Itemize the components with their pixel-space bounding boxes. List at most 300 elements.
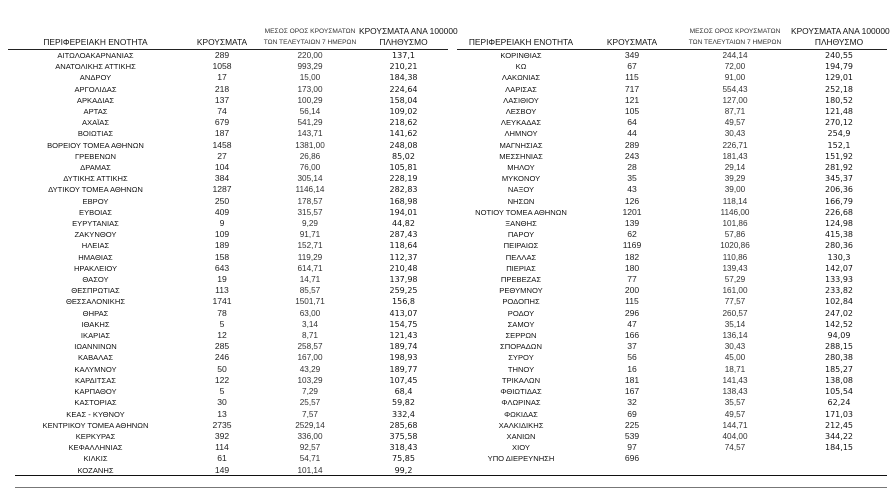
region-cell: ΠΕΙΡΑΙΩΣ	[503, 241, 539, 251]
per100k-cell: 44,82	[392, 219, 415, 229]
cases-cell: 67	[627, 61, 637, 72]
table-row	[8, 72, 448, 83]
avg7-cell: 74,57	[724, 443, 746, 453]
table-row	[457, 162, 887, 173]
avg7-cell: 39,29	[724, 174, 746, 184]
region-cell: ΔΥΤΙΚΗΣ ΑΤΤΙΚΗΣ	[63, 174, 128, 184]
region-cell: ΑΝΑΤΟΛΙΚΗΣ ΑΤΤΙΚΗΣ	[55, 62, 136, 72]
per100k-cell: 189,77	[389, 364, 418, 374]
cases-cell: 289	[214, 50, 230, 60]
cases-cell: 28	[627, 162, 637, 173]
per100k-cell: 259,25	[389, 286, 418, 296]
per100k-cell: 247,02	[825, 308, 853, 318]
region-cell: ΚΑΡΔΙΤΣΑΣ	[75, 375, 116, 385]
per100k-cell: 142,07	[825, 263, 853, 273]
region-cell: ΘΗΡΑΣ	[82, 308, 109, 318]
table-row	[8, 140, 448, 151]
cases-cell: 35	[627, 173, 637, 184]
cases-cell: 69	[627, 408, 637, 419]
region-cell: ΝΗΣΩΝ	[507, 196, 535, 206]
cases-cell: 180	[624, 262, 640, 273]
avg7-cell: 139,43	[722, 263, 748, 273]
table-row	[8, 442, 448, 453]
cases-cell: 1201	[622, 206, 642, 217]
avg7-cell: 49,57	[724, 409, 746, 419]
cases-table-left	[8, 26, 458, 476]
table-row	[8, 218, 448, 229]
table-row	[8, 341, 448, 352]
region-cell: ΗΛΕΙΑΣ	[81, 241, 110, 251]
cases-cell: 30	[217, 397, 227, 408]
region-cell: ΝΟΤΙΟΥ ΤΟΜΕΑ ΑΘΗΝΩΝ	[475, 207, 567, 217]
avg7-cell: 173,00	[297, 84, 323, 94]
region-cell: ΒΟΡΕΙΟΥ ΤΟΜΕΑ ΑΘΗΝΩΝ	[47, 140, 144, 150]
avg7-cell: 554,43	[722, 84, 748, 94]
header-cases: ΚΡΟΥΣΜΑΤΑ	[183, 26, 261, 50]
header-region: ΠΕΡΙΦΕΡΕΙΑΚΗ ΕΝΟΤΗΤΑ	[457, 26, 585, 50]
table-row	[457, 431, 887, 442]
region-cell: ΣΥΡΟΥ	[508, 353, 534, 363]
region-cell: ΚΑΡΠΑΘΟΥ	[74, 387, 117, 397]
table-row	[457, 341, 887, 352]
per100k-cell: 118,64	[389, 241, 418, 251]
per100k-cell: 102,84	[825, 297, 853, 307]
avg7-cell: 141,43	[722, 375, 748, 385]
region-cell: ΡΕΘΥΜΝΟΥ	[499, 286, 543, 296]
per100k-cell: 254,9	[827, 129, 851, 139]
avg7-cell: 541,29	[297, 118, 323, 128]
per100k-cell: 85,02	[392, 151, 415, 161]
avg7-cell: 91,71	[299, 230, 321, 240]
table-row	[8, 420, 448, 431]
avg7-cell: 43,29	[299, 364, 321, 374]
avg7-cell: 244,14	[722, 51, 748, 60]
avg7-cell: 87,71	[724, 107, 746, 117]
region-cell: ΗΜΑΘΙΑΣ	[78, 252, 113, 262]
per100k-cell: 158,04	[389, 95, 418, 105]
cases-cell: 1058	[212, 61, 232, 72]
per100k-cell: 59,82	[392, 398, 415, 408]
region-cell: ΚΙΛΚΙΣ	[83, 454, 108, 464]
region-cell: ΛΑΚΩΝΙΑΣ	[501, 73, 541, 83]
table-row	[457, 184, 887, 195]
table-body-left	[8, 50, 448, 476]
table-row	[457, 453, 887, 464]
region-cell: ΚΕΦΑΛΛΗΝΙΑΣ	[68, 443, 123, 453]
region-cell: ΑΧΑΪΑΣ	[81, 118, 110, 128]
cases-cell: 296	[624, 307, 640, 318]
per100k-cell: 318,43	[389, 443, 418, 453]
avg7-cell: 2529,14	[295, 420, 325, 430]
table-row	[8, 207, 448, 218]
per100k-cell: 105,54	[825, 387, 853, 397]
avg7-cell: 18,71	[724, 364, 746, 374]
per100k-cell: 240,55	[825, 51, 853, 60]
region-cell: ΘΕΣΠΡΩΤΙΑΣ	[71, 286, 120, 296]
cases-cell: 1741	[212, 296, 232, 307]
table-row	[8, 84, 448, 95]
per100k-cell: 248,08	[389, 140, 418, 150]
cases-cell: 5	[219, 318, 225, 329]
avg7-cell: 39,00	[724, 185, 746, 195]
region-cell: ΣΑΜΟΥ	[507, 319, 535, 329]
region-cell: ΑΙΤΩΛΟΑΚΑΡΝΑΝΙΑΣ	[57, 51, 134, 60]
per100k-cell: 252,18	[825, 84, 853, 94]
avg7-cell: 101,14	[297, 465, 323, 475]
cases-cell: 17	[217, 72, 227, 83]
cases-cell: 121	[624, 94, 640, 105]
region-cell: ΚΩ	[515, 62, 527, 72]
avg7-cell: 77,57	[724, 297, 746, 307]
cases-cell: 679	[214, 117, 230, 128]
table-row	[8, 274, 448, 285]
cases-cell: 104	[214, 162, 230, 173]
per100k-cell: 226,68	[825, 207, 853, 217]
per100k-cell: 332,4	[392, 409, 415, 419]
avg7-cell: 26,86	[299, 151, 321, 161]
cases-cell: 122	[214, 374, 230, 385]
header-region: ΠΕΡΙΦΕΡΕΙΑΚΗ ΕΝΟΤΗΤΑ	[8, 26, 183, 50]
table-row	[8, 352, 448, 363]
per100k-cell: 185,27	[825, 364, 853, 374]
cases-cell: 189	[214, 240, 230, 251]
per100k-cell: 189,74	[389, 342, 418, 352]
cases-cell: 384	[214, 173, 230, 184]
per100k-cell: 109,02	[389, 107, 418, 117]
region-cell: ΑΡΚΑΔΙΑΣ	[76, 95, 115, 105]
cases-cell: 114	[215, 442, 229, 453]
table-row	[457, 330, 887, 341]
region-cell: ΕΥΒΟΙΑΣ	[79, 207, 112, 217]
avg7-cell: 35,14	[724, 319, 746, 329]
avg7-cell: 1381,00	[295, 140, 325, 150]
avg7-cell	[679, 453, 791, 464]
cases-cell: 696	[624, 453, 640, 464]
cases-cell: 250	[214, 195, 230, 206]
per100k-cell: 112,37	[389, 252, 418, 262]
table-row	[457, 386, 887, 397]
cases-cell: 289	[624, 139, 640, 150]
table-row	[8, 330, 448, 341]
table-row	[457, 61, 887, 72]
avg7-cell: 35,57	[724, 398, 746, 408]
avg7-cell: 72,00	[724, 62, 746, 72]
region-cell: ΧΑΝΙΩΝ	[506, 431, 536, 441]
table-row	[8, 375, 448, 386]
per100k-cell: 180,52	[825, 95, 853, 105]
region-cell: ΡΟΔΟΠΗΣ	[502, 297, 540, 307]
avg7-cell: 103,29	[297, 375, 323, 385]
table-row	[457, 375, 887, 386]
header-avg7: ΜΕΣΟΣ ΟΡΟΣ ΚΡΟΥΣΜΑΤΩΝ ΤΩΝ ΤΕΛΕΥΤΑΙΩΝ 7 ΗΜΕΡΩΝ	[679, 26, 791, 50]
region-cell: ΛΕΥΚΑΔΑΣ	[500, 118, 542, 128]
region-cell: ΧΑΛΚΙΔΙΚΗΣ	[498, 420, 544, 430]
cases-cell: 109	[214, 229, 230, 240]
region-cell: ΠΕΛΛΑΣ	[505, 252, 537, 262]
cases-cell: 47	[627, 318, 637, 329]
per100k-cell: 345,37	[825, 174, 853, 184]
per100k-cell: 124,98	[825, 219, 853, 229]
per100k-cell: 121,48	[825, 107, 853, 117]
avg7-cell: 25,57	[299, 398, 321, 408]
table-row	[8, 106, 448, 117]
avg7-cell: 614,71	[297, 263, 323, 273]
region-cell: ΦΛΩΡΙΝΑΣ	[501, 398, 541, 408]
table-row	[457, 240, 887, 251]
avg7-cell: 1146,00	[720, 207, 750, 217]
cases-cell: 77	[627, 274, 637, 285]
table-row	[457, 128, 887, 139]
avg7-cell: 7,29	[302, 387, 318, 397]
per100k-cell: 206,36	[825, 185, 853, 195]
cases-cell: 349	[624, 50, 640, 60]
cases-cell: 2735	[212, 419, 232, 430]
cases-cell: 64	[627, 117, 637, 128]
region-cell: ΠΑΡΟΥ	[507, 230, 535, 240]
region-cell: ΣΕΡΡΩΝ	[505, 331, 537, 341]
per100k-cell: 210,48	[389, 263, 418, 273]
per100k-cell: 413,07	[389, 308, 418, 318]
region-cell: ΑΡΤΑΣ	[83, 107, 108, 117]
region-cell: ΙΚΑΡΙΑΣ	[80, 331, 111, 341]
table-row	[457, 173, 887, 184]
region-cell: ΚΟΡΙΝΘΙΑΣ	[500, 51, 542, 60]
table-row	[457, 409, 887, 420]
per100k-cell: 233,82	[825, 286, 853, 296]
avg7-cell: 1146,14	[295, 185, 325, 195]
per100k-cell: 156,8	[392, 297, 415, 307]
region-cell: ΛΗΜΝΟΥ	[504, 129, 538, 139]
avg7-cell: 336,00	[297, 431, 323, 441]
cases-cell: 105	[624, 106, 640, 117]
avg7-cell: 258,57	[297, 342, 323, 352]
cases-cell: 137	[214, 94, 230, 105]
per100k-cell: 375,58	[389, 431, 418, 441]
cases-cell: 1169	[622, 240, 642, 251]
table-body-right	[457, 50, 887, 465]
per100k-cell: 194,79	[825, 62, 853, 72]
per100k-cell: 194,01	[389, 207, 418, 217]
per100k-cell: 138,08	[825, 375, 853, 385]
cases-cell: 139	[624, 218, 640, 229]
cases-cell: 218	[214, 83, 230, 94]
header-row	[457, 26, 887, 50]
per100k-cell: 168,98	[389, 196, 418, 206]
per100k-cell: 212,45	[825, 420, 853, 430]
region-cell: ΓΡΕΒΕΝΩΝ	[74, 151, 117, 161]
table-row	[457, 151, 887, 162]
cases-cell: 158	[214, 251, 230, 262]
table-row	[457, 218, 887, 229]
cases-cell: 200	[624, 285, 640, 296]
region-cell: ΒΟΙΩΤΙΑΣ	[77, 129, 114, 139]
avg7-cell: 57,86	[724, 230, 746, 240]
table-row	[457, 196, 887, 207]
avg7-cell: 144,71	[722, 420, 748, 430]
per100k-cell: 281,92	[825, 163, 853, 173]
cases-cell: 13	[217, 408, 227, 419]
table-row	[8, 229, 448, 240]
cases-cell: 243	[624, 150, 640, 161]
cases-cell: 62	[627, 229, 637, 240]
table-row	[457, 397, 887, 408]
region-cell: ΣΠΟΡΑΔΩΝ	[500, 342, 542, 352]
avg7-cell: 29,14	[724, 163, 746, 173]
table-row	[457, 296, 887, 307]
region-cell: ΤΗΝΟΥ	[507, 364, 535, 374]
cases-cell: 115	[625, 72, 639, 83]
avg7-cell: 136,14	[722, 331, 748, 341]
cases-cell: 1287	[212, 184, 232, 195]
avg7-cell: 993,29	[297, 62, 323, 72]
table-row	[8, 263, 448, 274]
cases-cell: 97	[627, 442, 637, 453]
cases-cell: 182	[624, 251, 640, 262]
table-row	[457, 263, 887, 274]
per100k-cell: 99,2	[394, 465, 413, 475]
region-cell: ΙΩΑΝΝΙΝΩΝ	[74, 342, 117, 352]
per100k-cell: 282,83	[389, 185, 418, 195]
cases-cell: 78	[217, 307, 227, 318]
cases-cell: 5	[219, 386, 225, 397]
per100k-cell	[791, 453, 887, 464]
avg7-cell: 49,57	[724, 118, 746, 128]
table-row	[457, 50, 887, 62]
avg7-cell: 1020,86	[720, 241, 750, 251]
avg7-cell: 127,00	[722, 95, 748, 105]
page-divider	[15, 487, 887, 488]
avg7-cell: 91,00	[724, 73, 746, 83]
per100k-cell: 151,92	[825, 151, 853, 161]
cases-cell: 12	[217, 330, 227, 341]
table-row	[8, 308, 448, 319]
region-cell: ΑΝΔΡΟΥ	[79, 73, 112, 83]
per100k-cell: 154,75	[389, 319, 418, 329]
region-cell: ΦΘΙΩΤΙΔΑΣ	[500, 387, 542, 397]
per100k-cell: 287,43	[389, 230, 418, 240]
header-per100k: ΚΡΟΥΣΜΑΤΑ ΑΝΑ 100000 ΠΛΗΘΥΣΜΟ	[359, 26, 448, 50]
region-cell: ΜΕΣΣΗΝΙΑΣ	[499, 151, 543, 161]
cases-cell: 27	[217, 150, 227, 161]
avg7-cell: 63,00	[299, 308, 321, 318]
avg7-cell: 76,00	[299, 163, 321, 173]
avg7-cell: 7,57	[302, 409, 318, 419]
region-cell: ΘΕΣΣΑΛΟΝΙΚΗΣ	[65, 297, 126, 307]
avg7-cell: 119,29	[297, 252, 323, 262]
table-bottom-border	[15, 475, 887, 476]
avg7-cell: 45,00	[724, 353, 746, 363]
per100k-cell: 288,15	[825, 342, 853, 352]
avg7-cell: 101,86	[722, 219, 748, 229]
region-cell: ΛΑΡΙΣΑΣ	[505, 84, 537, 94]
per100k-cell: 130,3	[827, 252, 851, 262]
cases-cell: 44	[627, 128, 637, 139]
region-cell: ΚΕΡΚΥΡΑΣ	[75, 431, 116, 441]
table-row	[457, 117, 887, 128]
table-row	[8, 431, 448, 442]
table-row	[8, 61, 448, 72]
avg7-cell: 56,14	[299, 107, 321, 117]
per100k-cell: 415,38	[825, 230, 853, 240]
region-cell: ΤΡΙΚΑΛΩΝ	[501, 375, 541, 385]
header-per100k: ΚΡΟΥΣΜΑΤΑ ΑΝΑ 100000 ΠΛΗΘΥΣΜΟ	[791, 26, 887, 50]
avg7-cell: 15,00	[299, 73, 321, 83]
cases-cell: 43	[627, 184, 637, 195]
cases-cell: 16	[627, 363, 637, 374]
region-cell: ΗΡΑΚΛΕΙΟΥ	[73, 263, 118, 273]
avg7-cell: 143,71	[297, 129, 323, 139]
table-row	[8, 409, 448, 420]
table-row	[457, 95, 887, 106]
table-row	[457, 140, 887, 151]
table-row	[457, 252, 887, 263]
cases-cell: 113	[215, 285, 229, 296]
avg7-cell: 30,43	[724, 129, 746, 139]
table-row	[457, 442, 887, 453]
avg7-cell: 181,43	[722, 151, 748, 161]
avg7-cell: 161,00	[722, 286, 748, 296]
per100k-cell: 68,4	[394, 387, 413, 397]
region-cell: ΡΟΔΟΥ	[507, 308, 535, 318]
per100k-cell: 105,81	[389, 163, 418, 173]
avg7-cell: 3,14	[302, 319, 318, 329]
avg7-cell: 14,71	[299, 275, 321, 285]
cases-cell: 115	[625, 296, 639, 307]
cases-cell: 167	[624, 386, 640, 397]
region-cell: ΞΑΝΘΗΣ	[505, 219, 537, 229]
per100k-cell: 224,64	[389, 84, 418, 94]
cases-cell: 539	[624, 430, 640, 441]
avg7-cell: 315,57	[297, 207, 323, 217]
table-row	[457, 308, 887, 319]
region-cell: ΚΕΝΤΡΙΚΟΥ ΤΟΜΕΑ ΑΘΗΝΩΝ	[42, 420, 149, 430]
region-cell: ΔΡΑΜΑΣ	[80, 163, 111, 173]
table-row	[457, 285, 887, 296]
region-cell: ΙΘΑΚΗΣ	[81, 319, 110, 329]
region-cell: ΕΥΡΥΤΑΝΙΑΣ	[72, 219, 119, 229]
region-cell: ΛΑΣΙΘΙΟΥ	[503, 95, 539, 105]
per100k-cell: 270,12	[825, 118, 853, 128]
region-cell: ΕΒΡΟΥ	[82, 196, 109, 206]
table-row	[457, 319, 887, 330]
region-cell: ΠΙΕΡΙΑΣ	[506, 263, 536, 273]
per100k-cell: 152,1	[827, 140, 851, 150]
per100k-cell: 121,43	[389, 331, 418, 341]
avg7-cell: 110,86	[722, 252, 748, 262]
avg7-cell: 404,00	[722, 431, 748, 441]
region-cell: ΔΥΤΙΚΟΥ ΤΟΜΕΑ ΑΘΗΝΩΝ	[48, 185, 143, 195]
avg7-cell: 260,57	[722, 308, 748, 318]
per100k-cell: 94,09	[827, 331, 851, 341]
avg7-cell: 178,57	[297, 196, 323, 206]
per100k-cell: 141,62	[389, 129, 418, 139]
table-row	[8, 128, 448, 139]
per100k-cell: 75,85	[392, 454, 415, 464]
cases-table-right	[457, 26, 890, 465]
region-cell: ΛΕΣΒΟΥ	[505, 107, 537, 117]
per100k-cell: 171,03	[825, 409, 853, 419]
avg7-cell: 85,57	[299, 286, 321, 296]
cases-cell: 74	[217, 106, 227, 117]
table-row	[8, 151, 448, 162]
region-cell: ΦΩΚΙΔΑΣ	[504, 409, 538, 419]
cases-cell: 643	[214, 262, 230, 273]
cases-cell: 9	[219, 218, 225, 229]
per100k-cell: 62,24	[827, 398, 851, 408]
header-cases: ΚΡΟΥΣΜΑΤΑ	[585, 26, 679, 50]
per100k-cell: 107,45	[389, 375, 418, 385]
table-row	[457, 274, 887, 285]
